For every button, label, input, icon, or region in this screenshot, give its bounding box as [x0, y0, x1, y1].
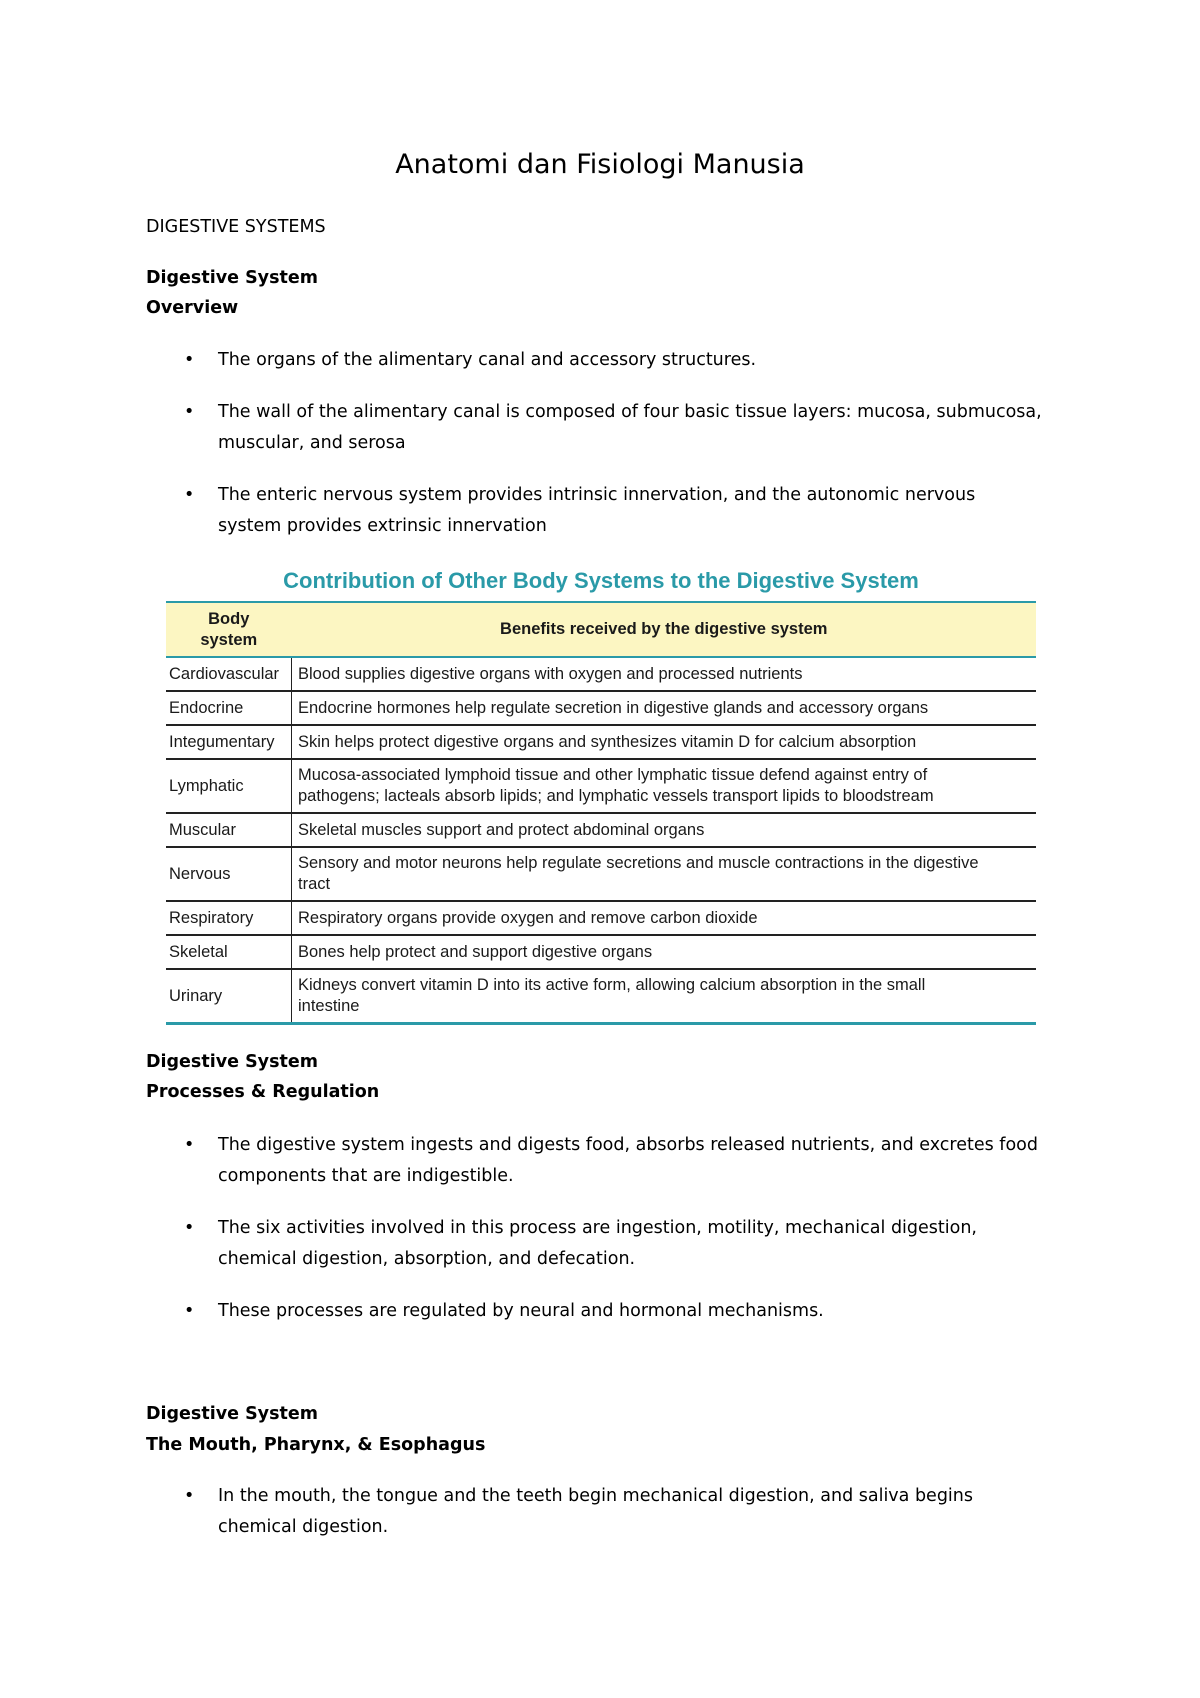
table-row — [166, 725, 1036, 759]
table-header-row — [166, 602, 1036, 657]
cell-system: Skeletal — [166, 935, 292, 969]
list-item — [146, 397, 1066, 459]
cell-system: Integumentary — [166, 725, 292, 759]
figure-title: Contribution of Other Body Systems to the Digestive System — [283, 568, 919, 593]
cell-benefit-line: intestine — [298, 997, 360, 1015]
list-item-text: The enteric nervous system provides intrinsic innervation, and the autonomic nervous — [218, 485, 976, 505]
list-item — [146, 1130, 1066, 1192]
bullet-icon: • — [184, 350, 195, 370]
cell-benefit-line: Kidneys convert vitamin D into its active form, allowing calcium absorption in the small — [298, 976, 926, 994]
list-item-text: components that are indigestible. — [218, 1166, 514, 1186]
bullet-icon: • — [184, 485, 195, 505]
cell-system: Cardiovascular — [166, 657, 292, 691]
cell-system: Muscular — [166, 813, 292, 847]
list-item-text: These processes are regulated by neural and hormonal mechanisms. — [218, 1301, 824, 1321]
cell-system: Endocrine — [166, 691, 292, 725]
cell-system: Respiratory — [166, 901, 292, 935]
list-item-text: The digestive system ingests and digests food, absorbs released nutrients, and excretes food — [218, 1135, 1038, 1155]
list-item — [146, 1296, 1066, 1327]
cell-benefit — [292, 759, 1037, 813]
table-row — [166, 901, 1036, 935]
cell-benefit-line: Blood supplies digestive organs with oxygen and processed nutrients — [298, 664, 803, 683]
cell-benefit — [292, 847, 1037, 901]
table-row — [166, 657, 1036, 691]
cell-benefit-line: Respiratory organs provide oxygen and remove carbon dioxide — [298, 908, 758, 927]
bullet-icon: • — [184, 402, 195, 422]
cell-benefit — [292, 725, 1037, 759]
cell-benefit-line: Mucosa-associated lymphoid tissue and other lymphatic tissue defend against entry of — [298, 766, 928, 784]
cell-benefit — [292, 969, 1037, 1024]
contribution-table — [166, 601, 1036, 1025]
list-item-text: The wall of the alimentary canal is composed of four basic tissue layers: mucosa, submucosa, — [218, 402, 1042, 422]
document-title: Anatomi dan Fisiologi Manusia — [395, 149, 805, 180]
table-row — [166, 759, 1036, 813]
block-heading: Digestive System — [146, 1404, 318, 1424]
cell-benefit-line: Skin helps protect digestive organs and synthesizes vitamin D for calcium absorption — [298, 732, 917, 751]
bullet-icon: • — [184, 1218, 195, 1238]
cell-system: Nervous — [166, 847, 292, 901]
header-body-system — [166, 602, 292, 657]
block-subheading: Overview — [146, 298, 239, 318]
block-heading: Digestive System — [146, 1052, 318, 1072]
cell-benefit-line: Sensory and motor neurons help regulate secretions and muscle contractions in the digestive — [298, 854, 979, 872]
table-row — [166, 691, 1036, 725]
header-body-system-line2: system — [200, 630, 258, 649]
list-item — [146, 1481, 1066, 1543]
bullet-icon: • — [184, 1301, 195, 1321]
bullet-icon: • — [184, 1135, 195, 1155]
cell-benefit-line: Endocrine hormones help regulate secretion in digestive glands and accessory organs — [298, 698, 929, 717]
list-item-text: muscular, and serosa — [218, 433, 406, 453]
list-item-text: chemical digestion, absorption, and defecation. — [218, 1249, 636, 1269]
header-body-system-line1: Body — [208, 609, 250, 628]
cell-benefit-line: tract — [298, 875, 331, 893]
block-heading: Digestive System — [146, 268, 318, 288]
cell-system: Lymphatic — [166, 759, 292, 813]
cell-benefit-line: Bones help protect and support digestive organs — [298, 942, 653, 961]
block-subheading: The Mouth, Pharynx, & Esophagus — [146, 1435, 486, 1455]
list-item-text: chemical digestion. — [218, 1517, 389, 1537]
bullet-icon: • — [184, 1486, 195, 1506]
table-row — [166, 969, 1036, 1024]
list-item — [146, 345, 1066, 376]
list-item-text: The six activities involved in this process are ingestion, motility, mechanical digestion, — [218, 1218, 977, 1238]
cell-benefit-line: Skeletal muscles support and protect abdominal organs — [298, 820, 705, 839]
list-item-text: In the mouth, the tongue and the teeth begin mechanical digestion, and saliva begins — [218, 1486, 974, 1506]
cell-system: Urinary — [166, 969, 292, 1024]
table-row — [166, 847, 1036, 901]
cell-benefit — [292, 657, 1037, 691]
list-item-text: system provides extrinsic innervation — [218, 516, 547, 536]
section-heading: DIGESTIVE SYSTEMS — [146, 217, 326, 237]
table-row — [166, 935, 1036, 969]
cell-benefit — [292, 901, 1037, 935]
list-item — [146, 1213, 1066, 1275]
list-item — [146, 480, 1066, 542]
list-item-text: The organs of the alimentary canal and accessory structures. — [218, 350, 757, 370]
cell-benefit-line: pathogens; lacteals absorb lipids; and lymphatic vessels transport lipids to bloodstream — [298, 787, 934, 805]
header-benefits: Benefits received by the digestive system — [292, 602, 1037, 657]
cell-benefit — [292, 691, 1037, 725]
cell-benefit — [292, 813, 1037, 847]
table-row — [166, 813, 1036, 847]
cell-benefit — [292, 935, 1037, 969]
block-subheading: Processes & Regulation — [146, 1082, 380, 1102]
